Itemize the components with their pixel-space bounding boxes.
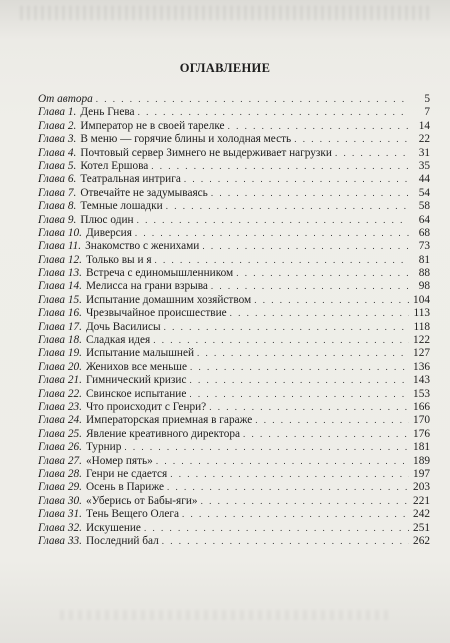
toc-entry bbox=[38, 361, 430, 374]
page-number: 81 bbox=[418, 253, 430, 266]
chapter-title: Диверсия bbox=[85, 226, 132, 239]
chapter-label: Глава 28. bbox=[38, 467, 82, 480]
dot-leader bbox=[243, 428, 409, 441]
toc-entry bbox=[38, 147, 430, 160]
chapter-label: Глава 1. bbox=[38, 106, 77, 119]
page-number: 221 bbox=[413, 494, 430, 507]
show-through-text bbox=[20, 6, 430, 20]
show-through-text bbox=[60, 610, 390, 620]
page-number: 64 bbox=[418, 213, 430, 226]
chapter-title: Что происходит с Генри? bbox=[85, 400, 207, 413]
page-number: 262 bbox=[413, 534, 430, 547]
page-number: 203 bbox=[413, 481, 430, 494]
toc-entry bbox=[38, 508, 430, 521]
dot-leader bbox=[151, 160, 409, 173]
dot-leader bbox=[166, 200, 409, 213]
chapter-title: Императорская приемная в гараже bbox=[85, 414, 253, 427]
chapter-label: Глава 32. bbox=[38, 521, 82, 534]
page-number: 181 bbox=[413, 441, 430, 454]
chapter-title: Генри не сдается bbox=[85, 467, 168, 480]
chapter-title: Турнир bbox=[85, 441, 122, 454]
toc-entry bbox=[38, 441, 430, 454]
toc-entry bbox=[38, 294, 430, 307]
chapter-title: Испытание домашним хозяйством bbox=[85, 293, 252, 306]
toc-entry bbox=[38, 374, 430, 387]
chapter-title: Испытание малышней bbox=[85, 347, 195, 360]
table-of-contents bbox=[38, 93, 430, 548]
dot-leader bbox=[137, 214, 409, 227]
chapter-label: Глава 29. bbox=[38, 481, 82, 494]
chapter-title: Плюс один bbox=[80, 213, 134, 226]
chapter-title: Отвечайте не задумываясь bbox=[80, 186, 208, 199]
chapter-title: Тень Вещего Олега bbox=[85, 508, 180, 521]
page-number: 31 bbox=[418, 146, 430, 159]
dot-leader bbox=[294, 133, 409, 146]
chapter-title: Театральная интрига bbox=[80, 173, 181, 186]
page-number: 170 bbox=[413, 414, 430, 427]
page-number: 44 bbox=[418, 173, 430, 186]
chapter-title: Темные лошадки bbox=[80, 200, 163, 213]
toc-entry bbox=[38, 106, 430, 119]
page-number: 73 bbox=[418, 240, 430, 253]
page-number: 22 bbox=[418, 133, 430, 146]
toc-entry bbox=[38, 468, 430, 481]
dot-leader bbox=[153, 334, 409, 347]
toc-entry bbox=[38, 535, 430, 548]
dot-leader bbox=[211, 187, 409, 200]
toc-entry bbox=[38, 321, 430, 334]
chapter-label: Глава 24. bbox=[38, 414, 82, 427]
chapter-title: Император не в своей тарелке bbox=[80, 119, 225, 132]
dot-leader bbox=[228, 120, 409, 133]
chapter-title: Гимнический кризис bbox=[85, 374, 187, 387]
toc-entry bbox=[38, 254, 430, 267]
chapter-label: Глава 6. bbox=[38, 173, 77, 186]
page-number: 197 bbox=[413, 467, 430, 480]
dot-leader bbox=[254, 294, 409, 307]
chapter-label: Глава 33. bbox=[38, 534, 82, 547]
chapter-label: Глава 17. bbox=[38, 320, 82, 333]
chapter-title: Свинское испытание bbox=[85, 387, 187, 400]
page-number: 58 bbox=[418, 200, 430, 213]
page-number: 166 bbox=[413, 400, 430, 413]
chapter-label: Глава 18. bbox=[38, 334, 82, 347]
chapter-label: Глава 14. bbox=[38, 280, 82, 293]
page-number: 143 bbox=[413, 374, 430, 387]
page-number: 14 bbox=[418, 119, 430, 132]
dot-leader bbox=[184, 173, 409, 186]
toc-entry bbox=[38, 93, 430, 106]
page-number: 136 bbox=[413, 360, 430, 373]
chapter-label: Глава 31. bbox=[38, 508, 82, 521]
toc-entry bbox=[38, 428, 430, 441]
dot-leader bbox=[162, 535, 409, 548]
toc-entry bbox=[38, 347, 430, 360]
chapter-title: Сладкая идея bbox=[85, 334, 151, 347]
page-number: 7 bbox=[424, 106, 430, 119]
chapter-title: Котел Ершова bbox=[80, 159, 149, 172]
dot-leader bbox=[135, 227, 409, 240]
chapter-title: Последний бал bbox=[85, 534, 159, 547]
dot-leader bbox=[211, 280, 409, 293]
toc-entry bbox=[38, 414, 430, 427]
dot-leader bbox=[138, 106, 409, 119]
chapter-label: Глава 25. bbox=[38, 427, 82, 440]
chapter-label: Глава 11. bbox=[38, 240, 82, 253]
chapter-title: Только вы и я bbox=[85, 253, 152, 266]
toc-entry bbox=[38, 133, 430, 146]
chapter-label: От автора bbox=[38, 93, 93, 105]
chapter-title: День Гнева bbox=[80, 106, 135, 119]
dot-leader bbox=[197, 347, 409, 360]
chapter-label: Глава 27. bbox=[38, 454, 82, 467]
page-number: 118 bbox=[413, 320, 430, 333]
dot-leader bbox=[236, 267, 409, 280]
chapter-title: Осень в Париже bbox=[85, 481, 165, 494]
dot-leader bbox=[189, 374, 409, 387]
page-number: 127 bbox=[413, 347, 430, 360]
chapter-label: Глава 30. bbox=[38, 494, 82, 507]
toc-entry bbox=[38, 120, 430, 133]
chapter-title: «Уберись от Бабы-яги» bbox=[85, 494, 198, 507]
chapter-title: Искушение bbox=[85, 521, 141, 534]
dot-leader bbox=[335, 147, 409, 160]
chapter-title: Явление креативного директора bbox=[85, 427, 241, 440]
toc-entry bbox=[38, 522, 430, 535]
toc-entry bbox=[38, 401, 430, 414]
page-number: 189 bbox=[413, 454, 430, 467]
toc-entry bbox=[38, 227, 430, 240]
page-number: 68 bbox=[418, 226, 430, 239]
page-number: 251 bbox=[413, 521, 430, 534]
chapter-label: Глава 3. bbox=[38, 133, 77, 146]
page-title: ОГЛАВЛЕНИЕ bbox=[179, 61, 271, 75]
chapter-label: Глава 26. bbox=[38, 441, 82, 454]
chapter-label: Глава 22. bbox=[38, 387, 82, 400]
dot-leader bbox=[202, 240, 409, 253]
page-number: 242 bbox=[413, 508, 430, 521]
toc-entry bbox=[38, 495, 430, 508]
chapter-title: Почтовый сервер Зимнего не выдерживает нагрузки bbox=[80, 146, 332, 159]
toc-entry bbox=[38, 200, 430, 213]
page-number: 176 bbox=[413, 427, 430, 440]
dot-leader bbox=[144, 522, 409, 535]
dot-leader bbox=[255, 414, 409, 427]
chapter-label: Глава 7. bbox=[38, 186, 77, 199]
dot-leader bbox=[155, 254, 409, 267]
chapter-title: В меню — горячие блины и холодная месть bbox=[80, 133, 292, 146]
chapter-title: Женихов все меньше bbox=[85, 360, 187, 373]
chapter-label: Глава 23. bbox=[38, 400, 82, 413]
toc-entry bbox=[38, 307, 430, 320]
chapter-label: Глава 2. bbox=[38, 119, 77, 132]
chapter-label: Глава 13. bbox=[38, 267, 82, 280]
chapter-label: Глава 8. bbox=[38, 200, 77, 213]
page-number: 5 bbox=[424, 93, 430, 105]
toc-entry bbox=[38, 481, 430, 494]
chapter-label: Глава 9. bbox=[38, 213, 77, 226]
dot-leader bbox=[167, 481, 409, 494]
chapter-label: Глава 15. bbox=[38, 293, 82, 306]
dot-leader bbox=[230, 307, 409, 320]
toc-entry bbox=[38, 214, 430, 227]
toc-entry bbox=[38, 334, 430, 347]
page-number: 98 bbox=[418, 280, 430, 293]
chapter-title: «Номер пять» bbox=[85, 454, 153, 467]
dot-leader bbox=[164, 321, 409, 334]
toc-entry bbox=[38, 267, 430, 280]
page-number: 122 bbox=[413, 334, 430, 347]
chapter-label: Глава 5. bbox=[38, 159, 77, 172]
dot-leader bbox=[156, 455, 409, 468]
page-number: 153 bbox=[413, 387, 430, 400]
chapter-title: Встреча с единомышленником bbox=[85, 267, 234, 280]
chapter-title: Дочь Василисы bbox=[85, 320, 161, 333]
toc-entry bbox=[38, 280, 430, 293]
toc-entry bbox=[38, 160, 430, 173]
dot-leader bbox=[170, 468, 409, 481]
page-number: 113 bbox=[413, 307, 430, 320]
dot-leader bbox=[209, 401, 409, 414]
toc-entry bbox=[38, 187, 430, 200]
chapter-label: Глава 19. bbox=[38, 347, 82, 360]
dot-leader bbox=[124, 441, 409, 454]
dot-leader bbox=[96, 93, 409, 106]
chapter-title: Знакомство с женихами bbox=[85, 240, 200, 253]
chapter-label: Глава 16. bbox=[38, 307, 82, 320]
chapter-title: Чрезвычайное происшествие bbox=[85, 307, 227, 320]
dot-leader bbox=[189, 388, 409, 401]
dot-leader bbox=[190, 361, 409, 374]
page-number: 54 bbox=[418, 186, 430, 199]
chapter-label: Глава 12. bbox=[38, 253, 82, 266]
toc-entry bbox=[38, 173, 430, 186]
page-number: 104 bbox=[413, 293, 430, 306]
toc-entry bbox=[38, 240, 430, 253]
dot-leader bbox=[182, 508, 409, 521]
chapter-title: Мелисса на грани взрыва bbox=[85, 280, 208, 293]
chapter-label: Глава 10. bbox=[38, 226, 82, 239]
page-number: 35 bbox=[418, 159, 430, 172]
page-number: 88 bbox=[418, 267, 430, 280]
toc-entry bbox=[38, 388, 430, 401]
chapter-label: Глава 20. bbox=[38, 360, 82, 373]
dot-leader bbox=[201, 495, 409, 508]
chapter-label: Глава 21. bbox=[38, 374, 82, 387]
chapter-label: Глава 4. bbox=[38, 146, 77, 159]
toc-entry bbox=[38, 455, 430, 468]
